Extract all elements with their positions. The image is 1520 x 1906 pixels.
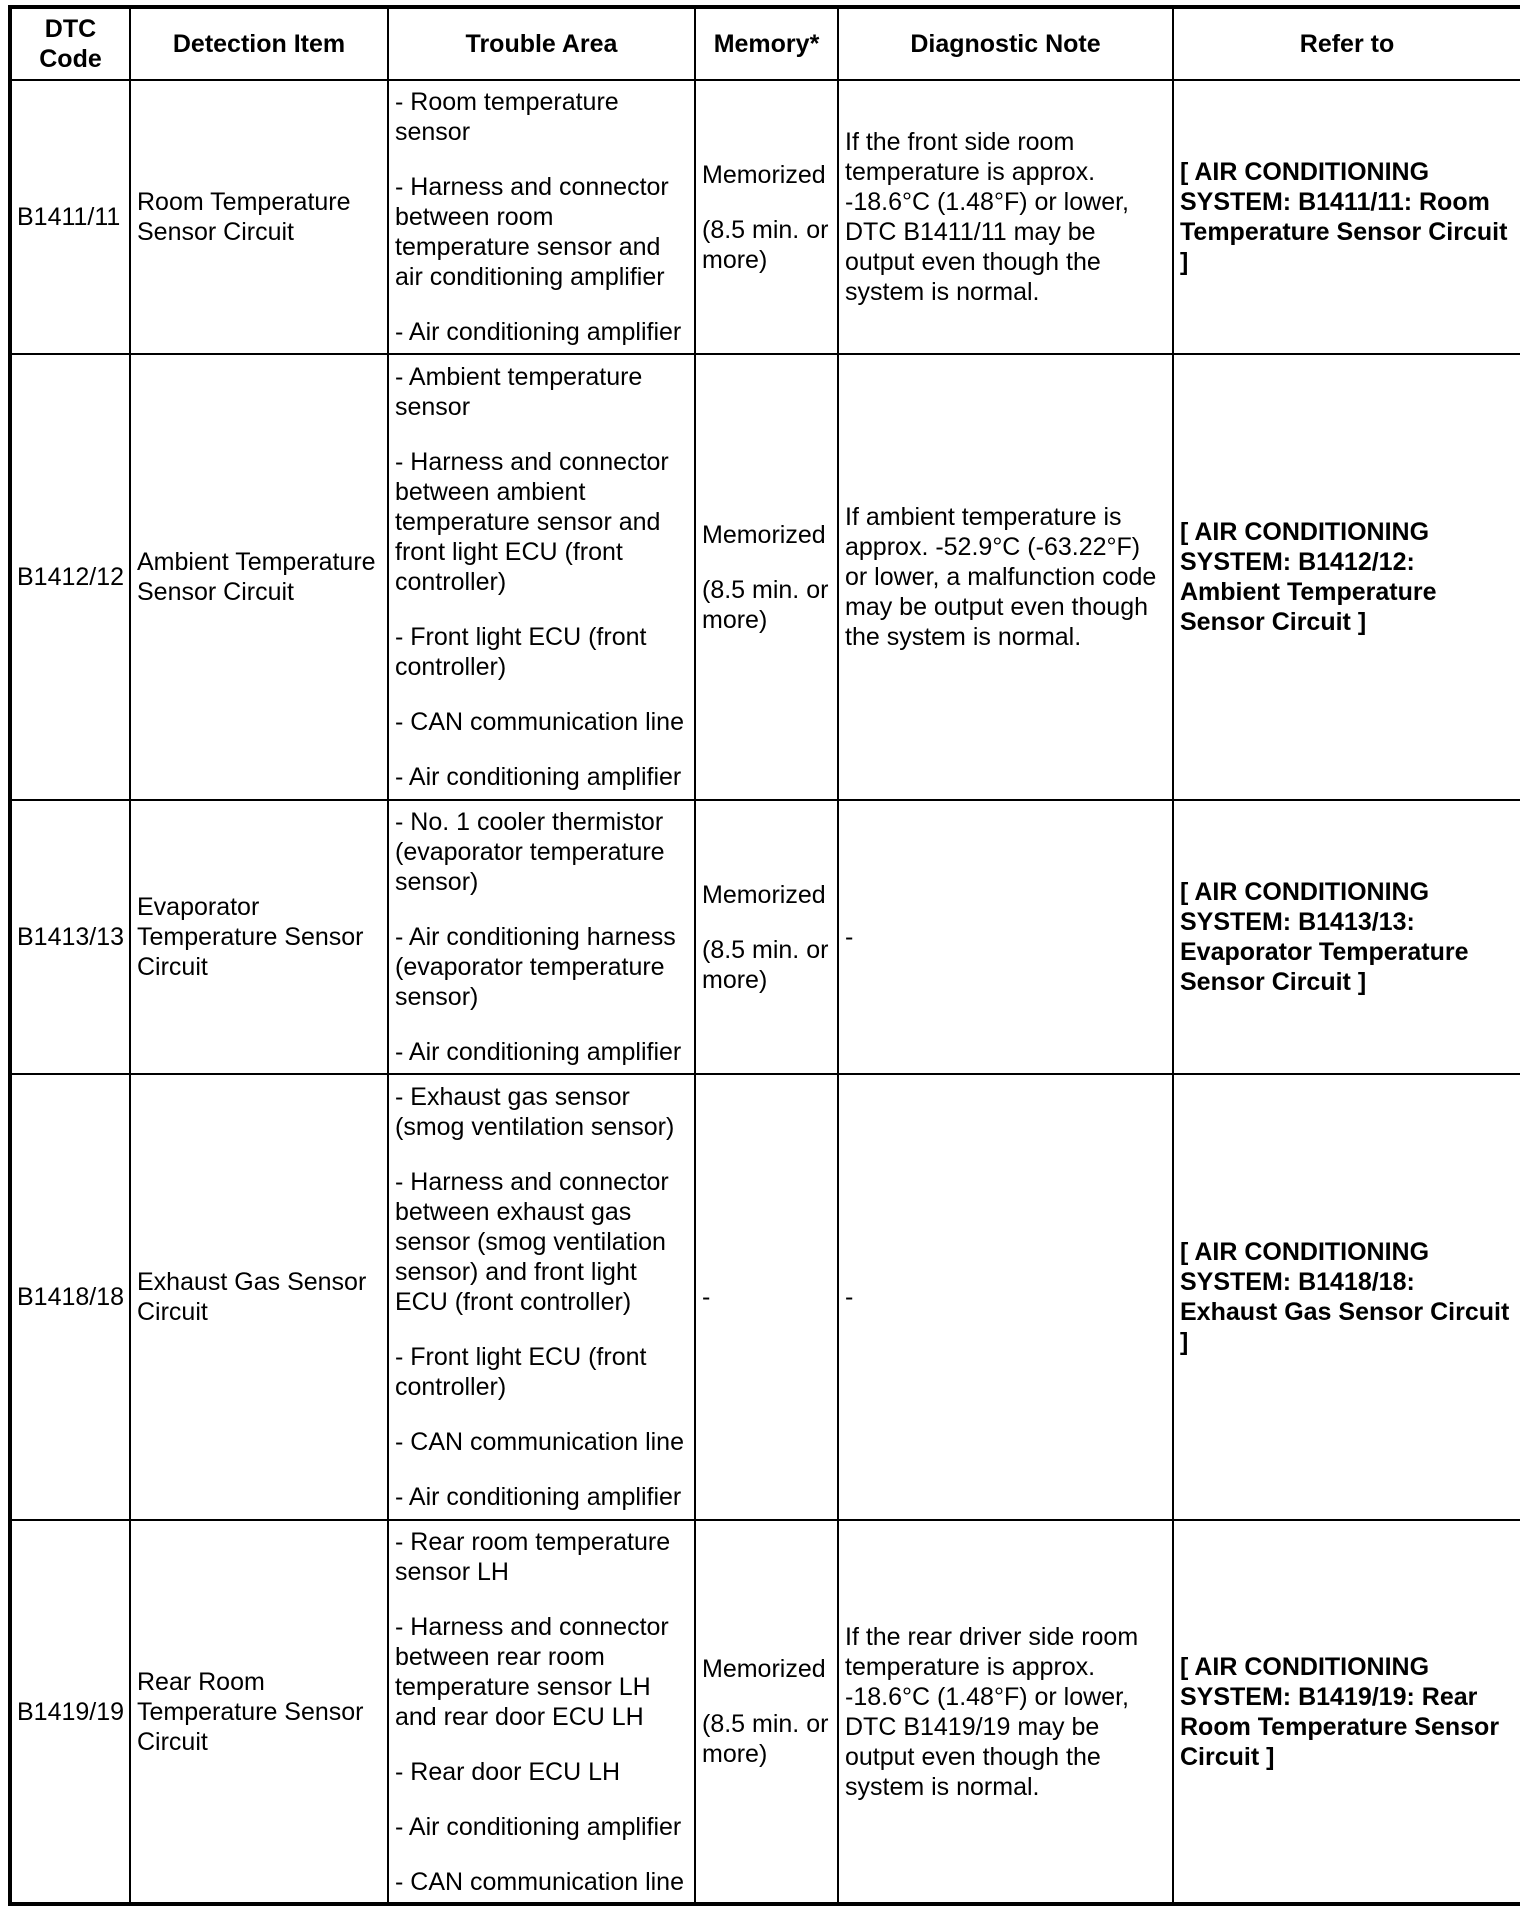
trouble-area-item: - Air conditioning amplifier bbox=[395, 1038, 682, 1066]
memory-cell bbox=[695, 1520, 838, 1904]
diagnostic-note-cell: If the rear driver side room temperature is approx. -18.6°C (1.48°F) or lower, DTC B1419/19 may be output even though the system is normal. bbox=[838, 1520, 1173, 1904]
refer-to-link[interactable]: [ AIR CONDITIONING SYSTEM: B1413/13: Evaporator Temperature Sensor Circuit ] bbox=[1173, 800, 1520, 1074]
trouble-area-item: - Ambient temperature sensor bbox=[395, 363, 643, 421]
diagnostic-note-cell: If the front side room temperature is approx. -18.6°C (1.48°F) or lower, DTC B1411/11 may be output even though the system is normal. bbox=[838, 80, 1173, 354]
trouble-area-item: - Front light ECU (front controller) bbox=[395, 1343, 647, 1401]
dtc-table-container bbox=[8, 5, 1520, 1906]
table-row bbox=[10, 800, 1520, 1074]
diagnostic-note-cell: - bbox=[838, 800, 1173, 1074]
detection-item-cell: Exhaust Gas Sensor Circuit bbox=[130, 1074, 388, 1520]
memory-time: (8.5 min. or more) bbox=[702, 215, 829, 274]
dtc-code-cell: B1419/19 bbox=[10, 1520, 130, 1904]
trouble-area-cell bbox=[388, 1520, 695, 1904]
diagnostic-note-cell: If ambient temperature is approx. -52.9°C (-63.22°F) or lower, a malfunction code may be output even though the system is normal. bbox=[838, 354, 1173, 800]
trouble-area-item: - Rear room temperature sensor LH bbox=[395, 1527, 671, 1586]
table-row bbox=[10, 354, 1520, 800]
dtc-code-cell: B1411/11 bbox=[10, 80, 130, 354]
trouble-area-cell bbox=[388, 1074, 695, 1520]
memory-status: Memorized bbox=[702, 160, 826, 189]
memory-time: (8.5 min. or more) bbox=[702, 1710, 829, 1768]
trouble-area-item: - Rear door ECU LH bbox=[395, 1757, 621, 1786]
memory-status: Memorized bbox=[702, 880, 826, 909]
trouble-area-item: - Harness and connector between rear room temperature sensor LH and rear door ECU LH bbox=[395, 1612, 669, 1731]
trouble-area-item: - Air conditioning amplifier bbox=[395, 1812, 682, 1841]
trouble-area-cell bbox=[388, 800, 695, 1074]
table-row bbox=[10, 1520, 1520, 1904]
header-detection-item: Detection Item bbox=[130, 7, 388, 80]
dtc-code-cell: B1418/18 bbox=[10, 1074, 130, 1520]
trouble-area-item: - Front light ECU (front controller) bbox=[395, 623, 647, 681]
dtc-table bbox=[8, 5, 1520, 1906]
header-dtc-code: DTC Code bbox=[10, 7, 130, 80]
refer-to-link[interactable]: [ AIR CONDITIONING SYSTEM: B1419/19: Rear Room Temperature Sensor Circuit ] bbox=[1173, 1520, 1520, 1904]
memory-status: Memorized bbox=[702, 1655, 826, 1683]
trouble-area-item: - Air conditioning amplifier bbox=[395, 763, 682, 791]
detection-item-cell: Room Temperature Sensor Circuit bbox=[130, 80, 388, 354]
memory-cell bbox=[695, 354, 838, 800]
trouble-area-item: - Harness and connector between exhaust gas sensor (smog ventilation sensor) and front light ECU (front controller) bbox=[395, 1168, 669, 1316]
header-diagnostic-note: Diagnostic Note bbox=[838, 7, 1173, 80]
memory-cell bbox=[695, 80, 838, 354]
memory-time: (8.5 min. or more) bbox=[702, 575, 829, 634]
trouble-area-item: - CAN communication line bbox=[395, 708, 684, 736]
trouble-area-item: - CAN communication line bbox=[395, 1428, 684, 1456]
trouble-area-item: - Exhaust gas sensor (smog ventilation sensor) bbox=[395, 1083, 675, 1141]
refer-to-link[interactable]: [ AIR CONDITIONING SYSTEM: B1412/12: Ambient Temperature Sensor Circuit ] bbox=[1173, 354, 1520, 800]
memory-status: Memorized bbox=[702, 520, 826, 549]
memory-time: (8.5 min. or more) bbox=[702, 935, 829, 994]
dtc-code-cell: B1413/13 bbox=[10, 800, 130, 1074]
memory-status: - bbox=[702, 1283, 711, 1311]
trouble-area-item: - No. 1 cooler thermistor (evaporator temperature sensor) bbox=[395, 808, 665, 896]
memory-cell bbox=[695, 1074, 838, 1520]
trouble-area-item: - Harness and connector between room temperature sensor and air conditioning amplifier bbox=[395, 173, 669, 291]
header-refer-to: Refer to bbox=[1173, 7, 1520, 80]
trouble-area-cell bbox=[388, 354, 695, 800]
table-header-row bbox=[10, 7, 1520, 80]
header-trouble-area: Trouble Area bbox=[388, 7, 695, 80]
trouble-area-cell bbox=[388, 80, 695, 354]
table-row bbox=[10, 1074, 1520, 1520]
trouble-area-item: - Harness and connector between ambient temperature sensor and front light ECU (front controller) bbox=[395, 448, 669, 596]
header-memory: Memory* bbox=[695, 7, 838, 80]
trouble-area-item: - Room temperature sensor bbox=[395, 88, 619, 146]
detection-item-cell: Rear Room Temperature Sensor Circuit bbox=[130, 1520, 388, 1904]
memory-cell bbox=[695, 800, 838, 1074]
detection-item-cell: Ambient Temperature Sensor Circuit bbox=[130, 354, 388, 800]
refer-to-link[interactable]: [ AIR CONDITIONING SYSTEM: B1411/11: Room Temperature Sensor Circuit ] bbox=[1173, 80, 1520, 354]
trouble-area-item: - Air conditioning harness (evaporator temperature sensor) bbox=[395, 923, 676, 1011]
table-row bbox=[10, 80, 1520, 354]
diagnostic-note-cell: - bbox=[838, 1074, 1173, 1520]
refer-to-link[interactable]: [ AIR CONDITIONING SYSTEM: B1418/18: Exhaust Gas Sensor Circuit ] bbox=[1173, 1074, 1520, 1520]
dtc-code-cell: B1412/12 bbox=[10, 354, 130, 800]
detection-item-cell: Evaporator Temperature Sensor Circuit bbox=[130, 800, 388, 1074]
trouble-area-item: - Air conditioning amplifier bbox=[395, 1483, 682, 1511]
trouble-area-item: - Air conditioning amplifier bbox=[395, 318, 682, 346]
trouble-area-item: - CAN communication line bbox=[395, 1867, 684, 1896]
